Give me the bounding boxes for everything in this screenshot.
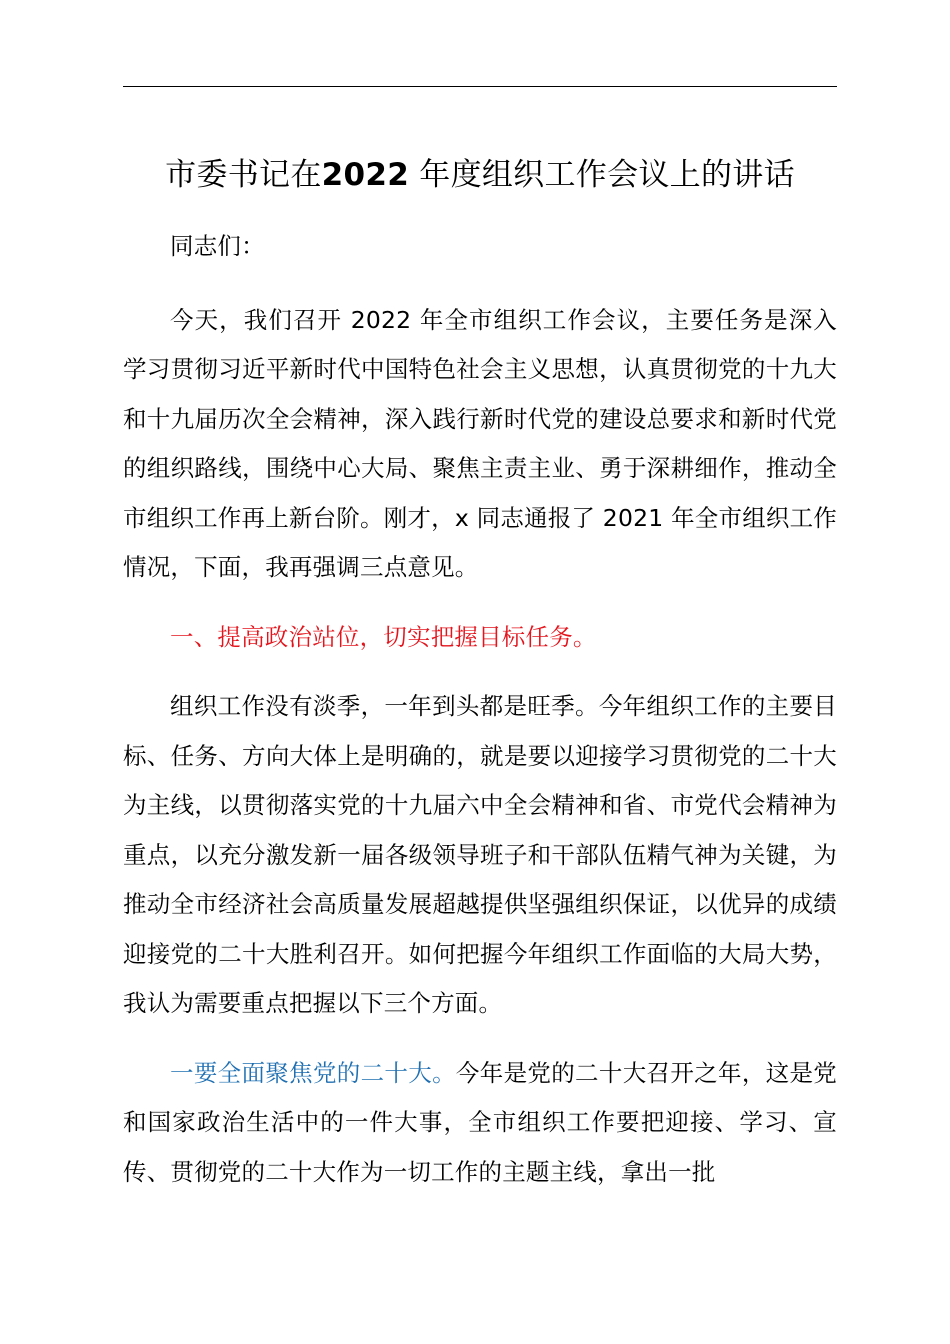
title-suffix: 年度组织工作会议上的讲话 [419,157,795,193]
paragraph-lead: 一要全面聚焦党的二十大。 [170,1058,456,1087]
greeting: 同志们： [170,232,265,260]
paragraph-body-1: 组织工作没有淡季，一年到头都是旺季。今年组织工作的主要目标、任务、方向大体上是明确的，就是要以迎接学习贯彻党的二十大为主线，以贯彻落实党的十九届六中全会精神和省、市党代会精神为重点，以充分激发新一届各级领导班子和干部队伍精气神为关键，为推动全市经济社会高质量发展超越提供坚强组织保证，以优异的成绩迎接党的二十大胜利召开。如何把握今年组织工作面临的大局大势，我认为需要重点把握以下三个方面。 [123,692,837,1017]
title-prefix: 市委书记在 [165,157,322,193]
header-rule [123,86,837,87]
paragraph-intro: 今天，我们召开 2022 年全市组织工作会议，主要任务是深入学习贯彻习近平新时代中国特色社会主义思想，认真贯彻党的十九大和十九届历次全会精神，深入践行新时代党的建设总要求和新时代党的组织路线，围绕中心大局、聚焦主责主业、勇于深耕细作，推动全市组织工作再上新台阶。刚才，x 同志通报了 2021 年全市组织工作情况，下面，我再强调三点意见。 [123,305,838,581]
paragraph-body-text: 今年是党的二十大召开之年，这是党和国家政治生活中的一件大事，全市组织工作要把迎接、学习、宣传、贯彻党的二十大作为一切工作的主题主线，拿出一批 [123,1058,838,1186]
paragraph-body-2 [123,1049,837,1198]
title-year: 2022 [321,157,410,193]
section-heading-1: 一、提高政治站位，切实把握目标任务。 [170,622,597,651]
document-title [123,150,837,200]
document-page [123,150,837,1197]
